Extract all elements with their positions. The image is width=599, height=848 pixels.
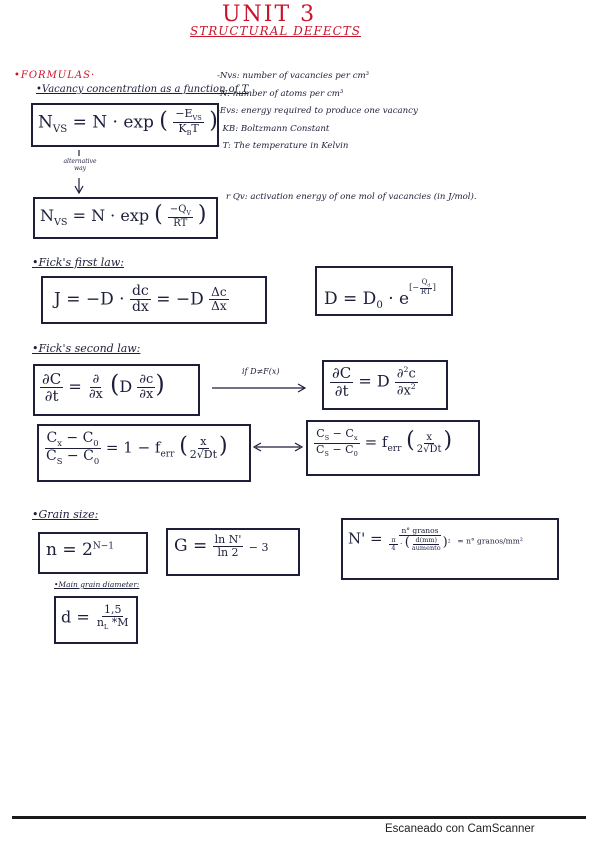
definition-evs: -Evs: energy required to produce one vacancy: [217, 106, 418, 116]
grain-number-equation: $n = 2^{N-1}$: [46, 540, 114, 560]
condition-label: if D≠F(x): [242, 367, 280, 376]
vacancy-equation: $N_{VS} = N \cdot \exp$ ( $\frac{-E_{VS}}{K_BT}$ ): [38, 107, 218, 138]
fick-second-law-equation: $\frac{\partial C}{\partial t}$ = $\frac{\partial}{\partial x}$ (D $\frac{\partial c}{\partial x}$ ): [42, 369, 165, 405]
fick-first-law-equation: J = −D · $\frac{dc}{dx}$ = −D $\frac{\Delta c}{\Delta x}$: [54, 283, 227, 316]
grain-size-label: •Grain size:: [32, 508, 99, 521]
right-arrow-icon: [210, 382, 310, 394]
grain-size-number-equation: G = $\frac{\text{ln N'}}{\ln 2}$ − 3: [174, 533, 269, 560]
section-title: STRUCTURAL DEFECTS: [190, 24, 362, 38]
alternative-way-label: alternative way: [63, 158, 97, 172]
fick-first-law-label: •Fick's first law:: [32, 256, 124, 269]
mean-grain-diameter-label: •Main grain diameter:: [54, 580, 140, 589]
unit-title: UNIT 3: [222, 2, 317, 27]
vacancy-label: •Vacancy concentration as a function of T: [36, 84, 249, 95]
definition-nvs: -Nvs: number of vacancies per cm³: [217, 71, 370, 81]
diffusion-coefficient-equation: $D = D_0 \cdot e[- Qd RT ]$: [324, 278, 436, 312]
scanner-watermark: Escaneado con CamScanner: [385, 823, 535, 835]
double-arrow-icon: [252, 441, 304, 453]
definition-t: - T: The temperature in Kelvin: [217, 141, 349, 151]
footer-divider: [12, 816, 586, 819]
error-function-right-equation: $\frac{C_S - C_x}{C_S - C_0}$ = $f_{err}$ ( $\frac{x}{2√Dt}$ ): [316, 427, 453, 458]
activation-energy-note: r Qv: activation energy of one mol of vacancies (in J/mol).: [226, 192, 477, 202]
definition-kb: · KB: Boltzmann Constant: [217, 123, 330, 134]
grains-per-area-equation: N' = n° granos $\frac{\pi}{4}$ · ( $\frac{d(mm)}{\text{aumento}}$ )$^2$ = n° granos/mm²: [348, 526, 523, 552]
down-arrow-icon: [72, 148, 86, 196]
definition-n: -N: number of atoms per cm³: [217, 88, 344, 99]
formulas-heading: •FORMULAS·: [14, 70, 96, 81]
error-function-left-equation: $\frac{C_x - C_0}{C_S - C_0}$ = $1 - f_{err}$ ( $\frac{x}{2√Dt}$ ): [46, 430, 228, 466]
vacancy-definitions: [217, 68, 418, 156]
mean-grain-diameter-equation: d = $\frac{1,5}{n_L *M}$: [61, 603, 129, 632]
fick-second-law-simplified-equation: $\frac{\partial C}{\partial t}$ = D $\frac{\partial^2c}{\partial x^2}$: [332, 364, 416, 400]
vacancy-alt-equation: $N_{VS} = N \cdot \exp$ ( $\frac{-Q_V}{RT}$ ): [40, 202, 207, 230]
fick-second-law-label: •Fick's second law:: [32, 342, 141, 355]
